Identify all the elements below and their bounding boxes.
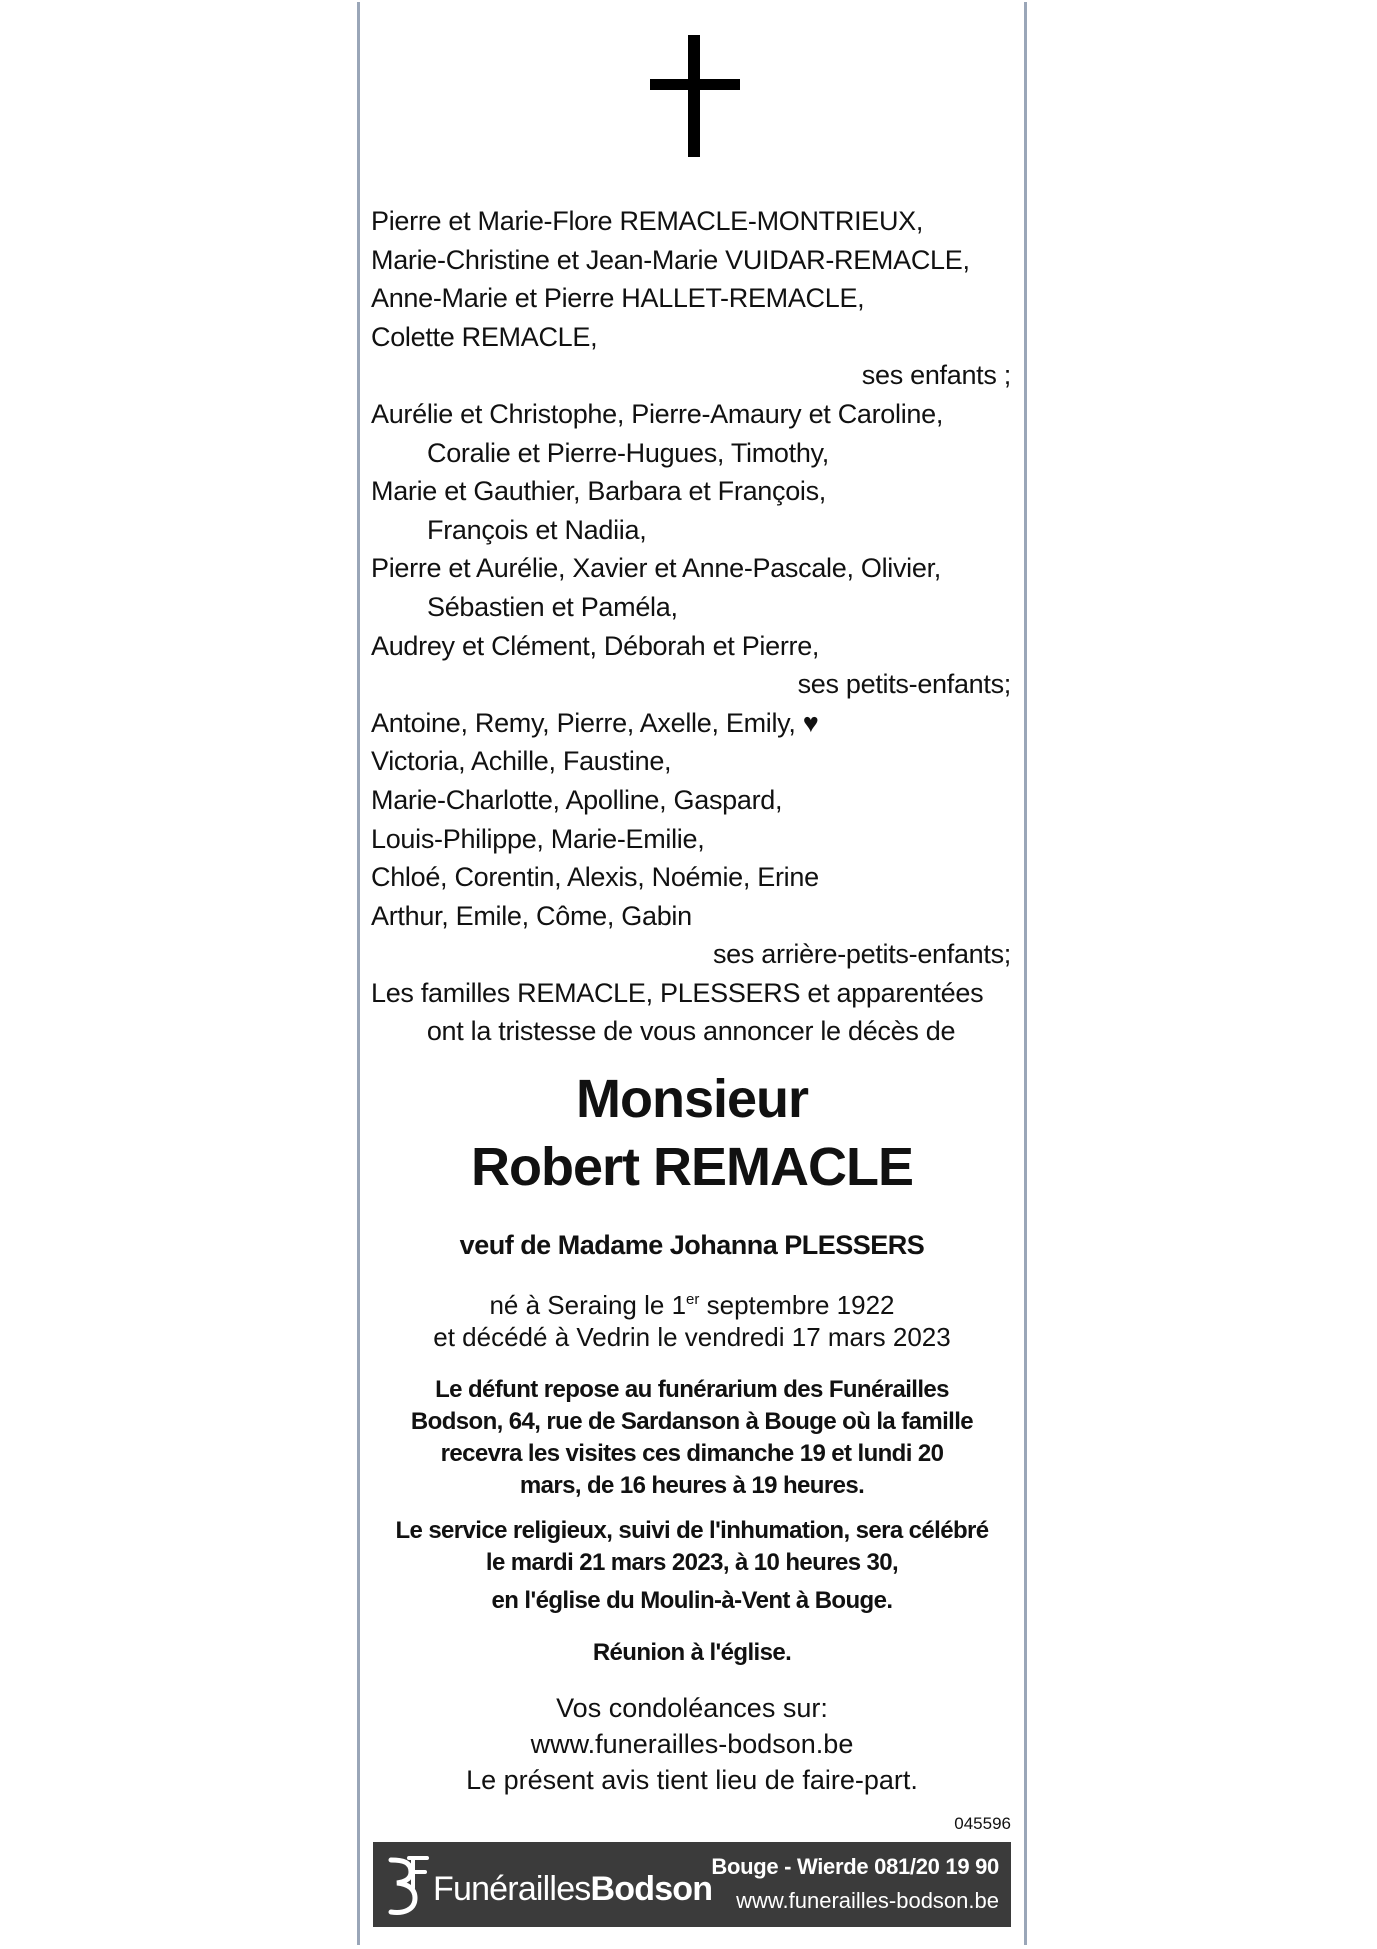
service-block xyxy=(360,1515,1024,1617)
family-line: Arthur, Emile, Côme, Gabin xyxy=(371,900,692,931)
service-line: en l'église du Moulin-à-Vent à Bouge. xyxy=(491,1587,893,1614)
dates-block xyxy=(360,1289,1024,1353)
family-line: Sébastien et Paméla, xyxy=(427,591,678,622)
deceased-name-block xyxy=(360,1065,1024,1201)
family-line: Victoria, Achille, Faustine, xyxy=(371,746,672,777)
footer-website[interactable]: www.funerailles-bodson.be xyxy=(736,1888,999,1913)
location-phone: Bouge - Wierde 081/20 19 90 xyxy=(711,1854,999,1879)
great-grandchildren-label: ses arrière-petits-enfants; xyxy=(712,939,1011,970)
grandchildren-label: ses petits-enfants; xyxy=(797,669,1011,700)
repose-line: recevra les visites ces dimanche 19 et lundi 20 xyxy=(440,1440,944,1467)
family-line: Pierre et Marie-Flore REMACLE-MONTRIEUX, xyxy=(371,206,924,236)
service-line: le mardi 21 mars 2023, à 10 heures 30, xyxy=(485,1549,899,1576)
family-line: Louis-Philippe, Marie-Emilie, xyxy=(371,823,705,854)
brand-name: FunéraillesBodson xyxy=(433,1870,713,1908)
family-list xyxy=(371,202,1011,1051)
deceased-name: Robert REMACLE xyxy=(471,1137,913,1197)
family-line: Pierre et Aurélie, Xavier et Anne-Pascale, Olivier, xyxy=(371,553,941,584)
footer-banner xyxy=(373,1842,1011,1927)
family-line: Audrey et Clément, Déborah et Pierre, xyxy=(371,630,820,661)
deceased-title: Monsieur xyxy=(575,1069,809,1129)
repose-line: mars, de 16 heures à 19 heures. xyxy=(519,1472,865,1499)
death-line: et décédé à Vedrin le vendredi 17 mars 2023 xyxy=(433,1322,951,1352)
family-line: Aurélie et Christophe, Pierre-Amaury et Caroline, xyxy=(371,398,944,429)
condolences-block xyxy=(360,1690,1024,1798)
repose-block xyxy=(360,1374,1024,1502)
family-line: Les familles REMACLE, PLESSERS et apparentées xyxy=(371,977,984,1008)
widow-line: veuf de Madame Johanna PLESSERS xyxy=(459,1230,925,1260)
family-line: Chloé, Corentin, Alexis, Noémie, Erine xyxy=(371,862,819,893)
announcement-line: ont la tristesse de vous annoncer le décès de xyxy=(426,1016,956,1047)
reunion-line: Réunion à l'église. xyxy=(592,1639,792,1666)
family-line: Marie-Charlotte, Apolline, Gaspard, xyxy=(371,784,783,815)
repose-line: Le défunt repose au funérarium des Funérailles xyxy=(435,1376,949,1403)
family-line: François et Nadiia, xyxy=(427,514,647,545)
cross-icon xyxy=(650,35,740,157)
birth-line: né à Seraing le 1er septembre 1922 xyxy=(489,1290,895,1320)
repose-line: Bodson, 64, rue de Sardanson à Bouge où la famille xyxy=(410,1408,974,1435)
family-line: Coralie et Pierre-Hugues, Timothy, xyxy=(427,437,829,468)
family-line: Marie et Gauthier, Barbara et François, xyxy=(371,476,827,507)
family-line: Colette REMACLE, xyxy=(371,321,598,352)
obituary-card xyxy=(357,2,1027,1945)
family-line: Antoine, Remy, Pierre, Axelle, Emily, ♥ xyxy=(371,707,819,738)
condolences-intro: Vos condoléances sur: xyxy=(556,1693,828,1723)
condolences-url[interactable]: www.funerailles-bodson.be xyxy=(530,1729,854,1759)
children-label: ses enfants ; xyxy=(861,360,1011,391)
service-line: Le service religieux, suivi de l'inhumation, sera célébré xyxy=(395,1517,989,1544)
faire-part-note: Le présent avis tient lieu de faire-part. xyxy=(466,1765,918,1795)
family-line: Anne-Marie et Pierre HALLET-REMACLE, xyxy=(371,283,865,314)
reference-number: 045596 xyxy=(954,1814,1011,1833)
bf-monogram-icon xyxy=(385,1852,433,1916)
family-line: Marie-Christine et Jean-Marie VUIDAR-REMACLE, xyxy=(371,244,970,275)
